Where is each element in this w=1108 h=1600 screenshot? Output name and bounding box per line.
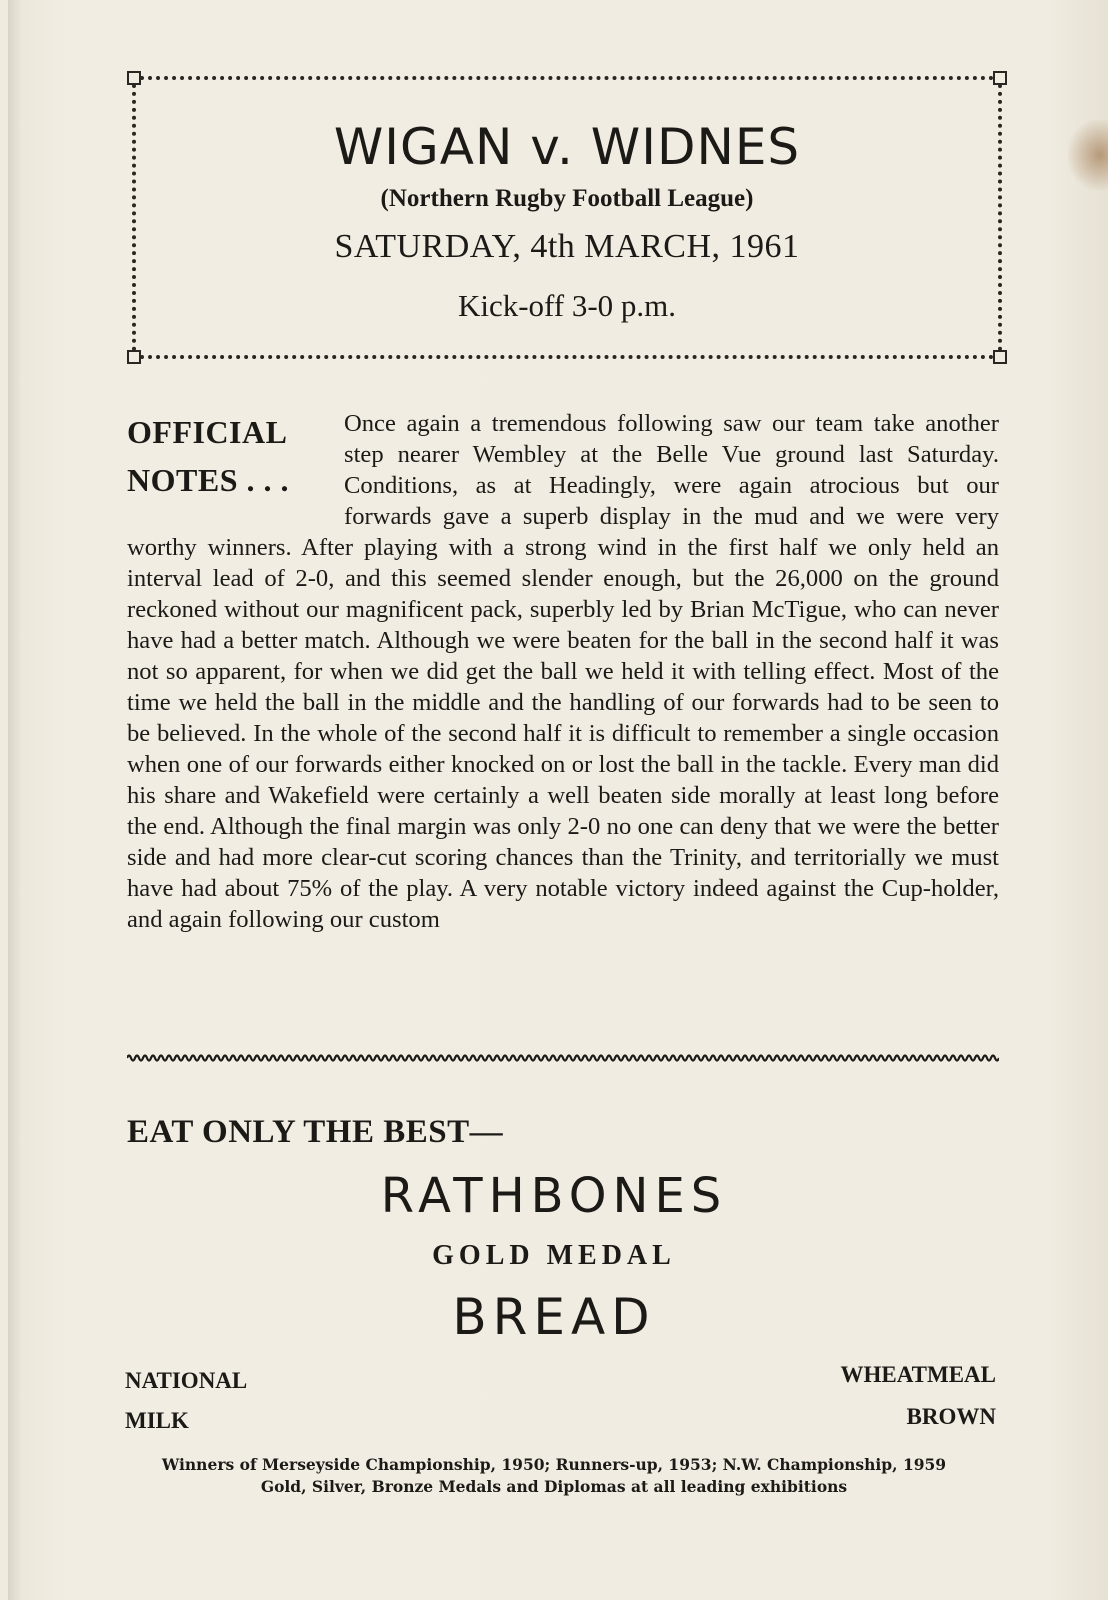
advert-right-line2: BROWN bbox=[906, 1404, 996, 1429]
awards-line2: Gold, Silver, Bronze Medals and Diplomas at all leading exhibitions bbox=[260, 1477, 848, 1496]
match-title: WIGAN v. WIDNES bbox=[333, 118, 801, 176]
corner-ornament bbox=[993, 71, 1007, 85]
kickoff-time: Kick-off 3-0 p.m. bbox=[457, 288, 677, 323]
advert-right-line1: WHEATMEAL bbox=[840, 1362, 996, 1387]
advert-gold-medal: GOLD MEDAL bbox=[432, 1240, 676, 1271]
advert-left-line2: MILK bbox=[125, 1408, 189, 1433]
match-date: SATURDAY, 4th MARCH, 1961 bbox=[334, 228, 800, 265]
notes-heading-line1: OFFICIAL bbox=[127, 414, 288, 450]
match-header-box bbox=[132, 76, 1002, 359]
notes-heading bbox=[127, 408, 332, 504]
awards-line1: Winners of Merseyside Championship, 1950; Runners-up, 1953; N.W. Championship, 1959 bbox=[161, 1455, 947, 1474]
paper-stain bbox=[1068, 120, 1108, 190]
corner-ornament bbox=[127, 71, 141, 85]
notes-body: Once again a tremendous following saw our team take another step nearer Wembley at the Belle Vue ground last Saturday. Conditions, as at Headingly, were again atrocious but our forwards gave a superb display in the mud and we were very worthy winners. After playing with a strong wind in the first half we only held an interval lead of 2-0, and this seemed slender enough, but the 26,000 on the ground reckoned without our magnificent pack, superbly led by Brian McTigue, who can never have had a better match. Although we were beaten for the ball in the second half it was not so apparent, for when we did get the ball we held it with telling effect. Most of the time we held the ball in the middle and the handling of our forwards had to be seen to be believed. In the whole of the second half it is difficult to remember a single occasion when one of our forwards either knocked on or lost the ball in the tackle. Every man did his share and Wakefield were certainly a well beaten side morally at least long before the end. Although the final margin was only 2-0 no one can deny that we were the better side and had more clear-cut scoring chances than the Trinity, and territorially we must have had about 75% of the play. A very notable victory indeed against the Cup-holder, and again following our custom bbox=[127, 410, 999, 933]
corner-ornament bbox=[127, 350, 141, 364]
league-name: (Northern Rugby Football League) bbox=[380, 185, 754, 212]
advert-left-line1: NATIONAL bbox=[125, 1368, 248, 1393]
advert-tagline: EAT ONLY THE BEST— bbox=[127, 1114, 504, 1150]
advert-product: BREAD bbox=[452, 1288, 656, 1346]
notes-heading-line2: NOTES . . . bbox=[127, 462, 289, 498]
official-notes bbox=[127, 408, 999, 935]
wavy-divider bbox=[127, 1052, 999, 1064]
advert-brand: RATHBONES bbox=[380, 1168, 728, 1224]
corner-ornament bbox=[993, 350, 1007, 364]
